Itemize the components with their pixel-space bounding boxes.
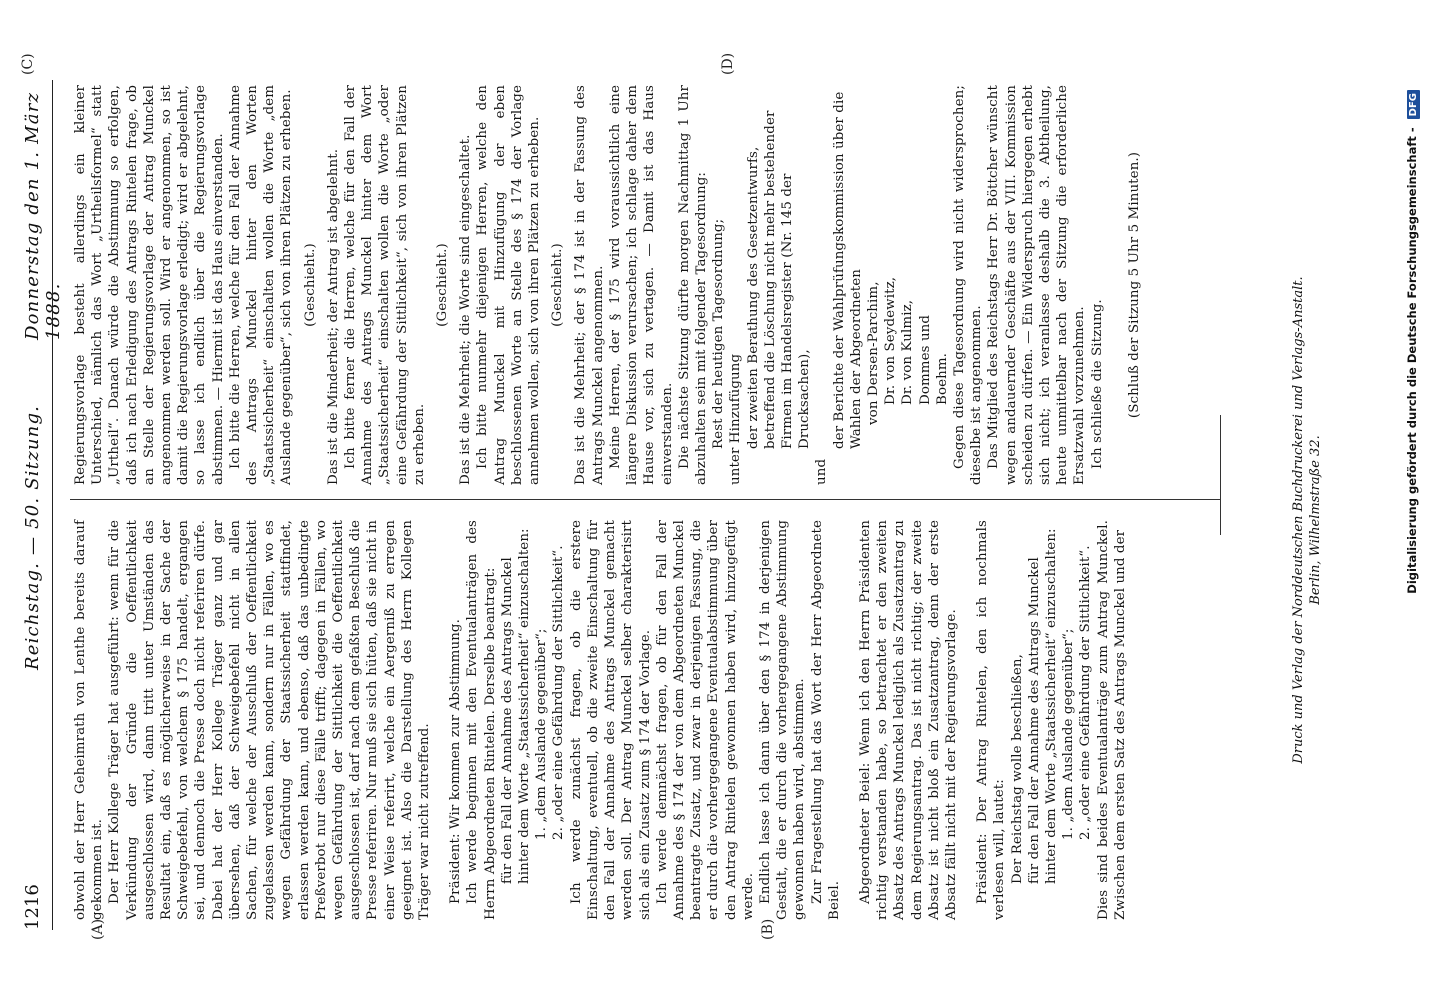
quote-item: 1. „dem Auslande gegenüber“; [1061,628,1077,840]
page-number: 1216 [22,884,43,930]
agenda-item: unter Hinzufügung [728,353,744,485]
member-name: Dr. von Kulmiz, [900,299,916,405]
column-divider [70,499,1220,500]
agenda-item: der zweiten Berathung des Gesetzentwurfs, betreffend die Löschung nicht mehr bestehender Firmen im Handelsregister (Nr. 145 der Drucksachen), [745,110,813,449]
header-rule [52,80,53,930]
member-name: Dr. von Seydewitz, [883,276,899,405]
margin-letter-d: (D) [720,52,736,75]
paragraph: Das ist die Minderheit; der Antrag ist abgelehnt. [325,148,341,485]
right-column [72,85,1149,485]
margin-letter-b: (B) [760,918,776,940]
member-name: von Dersen-Parchim, [865,281,881,425]
dfg-logo: DFG [1407,90,1420,119]
paragraph: Ich schließe die Sitzung. [1089,299,1105,469]
imprint-line: Druck und Verlag der Norddeutschen Buchdruckerei und Verlags-Anstalt. [1291,276,1306,764]
paragraph: Dies sind beides Eventualanträge zum Antrag Munckel. Zwischen dem ersten Satz des Antrags Munckel und der [1095,520,1128,920]
paragraph: Endlich lasse ich dann über den § 174 in derjenigen Gestalt, die er durch die vorhergegangene Abstimmung gewonnen haben wird, abstimmen. [757,520,808,920]
paragraph: Ich bitte ferner die Herren, welche für den Fall der Annahme des Antrags Munckel hinter dem Wort „Staatssicherheit“ einschalten wollen die Worte „oder eine Gefährdung der Sittlichkeit“, sich von ihren Plätzen zu erheben. [343,85,427,485]
stage-direction: (Geschieht.) [302,243,318,327]
quote-line: für den Fall der Annahme des Antrags Munckel hinter dem Worte „Staatssicherheit“ einzuschalten: [499,528,533,884]
page-header [18,30,64,930]
paragraph: Das Mitglied des Reichstags Herr Dr. Böttcher wünscht wegen andauernder Geschäfte aus der VIII. Kommission scheiden zu dürfen. — Ein Widerspruch hiergegen erhebt sich nicht; ich veranlasse deshalb die 3. Abtheilung, heute unmittelbar nach der Sitzung die erforderliche Ersatzwahl vorzunehmen. [986,85,1088,485]
paragraph: Das ist die Mehrheit; der § 174 ist in der Fassung des Antrags Munckel angenommen. [573,85,606,485]
footer-rule [1220,415,1221,535]
left-column [72,520,1129,920]
paragraph: obwohl der Herr Geheimrath von Lenthe bereits darauf gekommen ist. [73,520,106,920]
session-close: (Schluß der Sitzung 5 Uhr 5 Minuten.) [1126,151,1142,419]
paragraph: Die nächste Sitzung dürfte morgen Nachmittag 1 Uhr abzuhalten sein mit folgender Tagesordnung: [676,85,709,485]
paragraph: Präsident: Wir kommen zur Abstimmung. [448,619,464,904]
digitization-text: Digitalisierung gefördert durch die Deutsche Forschungsgemeinschaft - [1405,127,1419,594]
quote-item: 1. „dem Auslande gegenüber“; [534,628,550,840]
stage-direction: (Geschieht.) [550,243,566,327]
agenda-item: der Berichte der Wahlprüfungskommission über die Wahlen der Abgeordneten [831,91,864,449]
quote-line: Der Reichstag wolle beschließen, [1009,654,1025,884]
paragraph: Ich bitte die Herren, welche für den Fall der Annahme des Antrags Munckel hinter den Worten „Staatssicherheit“ einschalten wollen die Worte „dem Auslande gegenüber“, sich von ihren Plätzen zu erheben. [227,85,295,485]
printer-imprint [1290,170,1324,870]
header-date: Donnerstag den 1. März 1888. [22,91,64,340]
agenda-item: Rest der heutigen Tagesordnung; [711,218,727,449]
imprint-line: Berlin, Wilhelmstraße 32. [1308,435,1323,605]
stage-direction: (Geschieht.) [435,243,451,327]
paragraph: Das ist die Mehrheit; die Worte sind eingeschaltet. [458,134,474,485]
paragraph: Zur Fragestellung hat das Wort der Herr Abgeordnete Beiel. [809,520,842,920]
paragraph: Gegen diese Tagesordnung wird nicht widersprochen; dieselbe ist angenommen. [951,85,985,485]
agenda-item: und [814,458,830,485]
digitization-credit [1405,90,1420,910]
paragraph: Abgeordneter Beiel: Wenn ich den Herrn Präsidenten richtig verstanden habe, so betrachtet er den zweiten Absatz des Antrags Munckel lediglich als Zusatzantrag zu dem Regierungsantrag. Das ist nicht richtig; der zweite Absatz ist nicht bloß ein Zusatzantrag, denn der erste Absatz fällt nicht mit der Regierungsvorlage. [857,520,959,920]
paragraph: Ich bitte nunmehr diejenigen Herren, welche den Antrag Munckel mit Hinzufügung der eben beschlossenen Worte an Stelle des § 174 der Vorlage annehmen wollen, sich von ihren Plätzen zu erheben. [475,85,543,485]
quote-item: 2. „oder eine Gefährdung der Sittlichkeit“. [1078,545,1094,840]
paragraph: Der Herr Kollege Träger hat ausgeführt: wenn für die Verkündung der Gründe die Oeffentlichkeit ausgeschlossen wird, dann tritt unter Umständen das Resultat ein, daß es möglicherweise in der Sache der Schweigebefehl, von welchem § 175 handelt, ergangen sei, und dennoch die Presse doch nicht referiren dürfe. Dabei hat der Herr Kollege Träger ganz und gar übersehen, daß der Schweigebefehl nicht in allen Sachen, für welche der Ausschluß der Oeffentlichkeit zugelassen werden kann, sondern nur in Fällen, wo es wegen Gefährdung der Staatssicherheit stattfindet, erlassen werden kann, und ebenso, daß das unbedingte Preßverbot nur diese Fälle trifft; dagegen in Fällen, wo wegen Gefährdung der Sittlichkeit die Oeffentlichkeit ausgeschlossen ist, darf nach dem gefaßten Beschluß die Presse referiren. Nur muß sie sich hüten, daß sie nicht in einer Weise referirt, welche ein Aergerniß zu erregen geeignet ist. Also die Darstellung des Herrn Kollegen Träger war nicht zutreffend. [107,520,433,920]
paragraph: Ich werde beginnen mit den Eventualanträgen des Herrn Abgeordneten Rintelen. Derselbe beantragt: [465,520,498,920]
quote-item: 2. „oder eine Gefährdung der Sittlichkeit“. [551,545,567,840]
paragraph: Meine Herren, der § 175 wird voraussichtlich eine längere Diskussion verursachen; ich schlage daher dem Hause vor, sich zu vertagen. — Damit ist das Haus einverstanden. [607,85,675,485]
paragraph: Regierungsvorlage besteht allerdings ein kleiner Unterschied, nämlich das Wort „Urtheilsformel“ statt „Urtheil“. Danach würde die Abstimmung so erfolgen, daß ich nach Erledigung des Antrags Rintelen frage, ob an Stelle der Regierungsvorlage der Antrag Munckel angenommen werden soll. Wird er angenommen, so ist damit die Regierungsvorlage erledigt; wird er abgelehnt, so lasse ich endlich über die Regierungsvorlage abstimmen. — Hiermit ist das Haus einverstanden. [73,85,226,485]
paragraph: Ich werde zunächst fragen, ob die erstere Einschaltung, eventuell, ob die zweite Einschaltung für den Fall der Annahme des Antrags Munckel gemacht werden soll. Der Antrag Munckel selber charakterisirt sich als ein Zusatz zum § 174 der Vorlage. [568,520,653,920]
member-name: Dommes und [917,314,933,405]
paragraph: Präsident: Der Antrag Rintelen, den ich nochmals verlesen will, lautet: [975,520,1008,920]
margin-letter-a: (A) [90,918,106,940]
quote-line: für den Fall der Annahme des Antrags Munckel hinter dem Worte „Staatssicherheit“ einzuschalten: [1026,528,1059,884]
member-name: Boehm. [934,352,950,405]
paragraph: Ich werde demnächst fragen, ob für den Fall der Annahme des § 174 der von dem Abgeordneten Munckel beantragte Zusatz, und zwar in derjenigen Fassung, die er durch die vorhergegangene Eventualabstimmung über den Antrag Rintelen gewonnen haben wird, hinzugefügt werde. [654,520,756,920]
margin-letter-c: (C) [20,53,36,75]
header-title: Reichstag. — 50. Sitzung. [22,404,43,670]
